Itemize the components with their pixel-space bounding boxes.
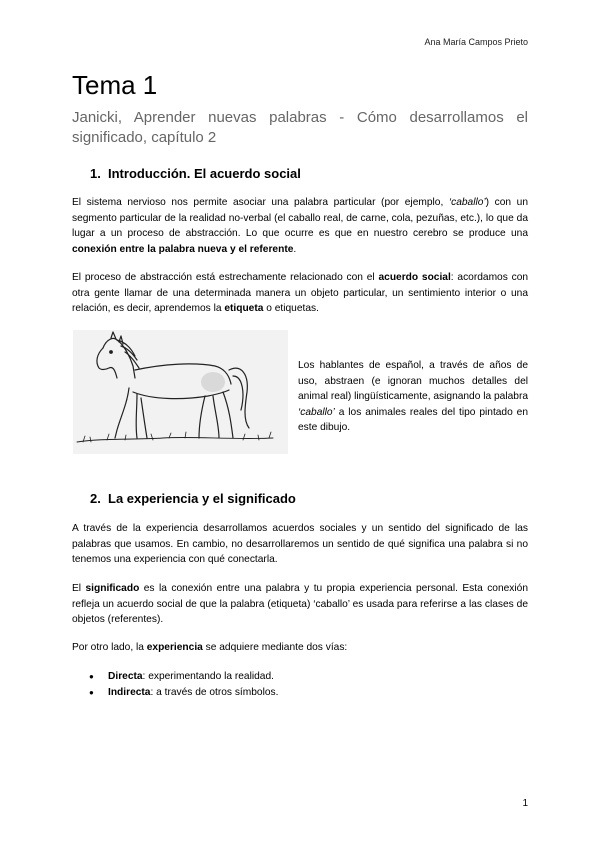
page-title: Tema 1 <box>72 70 158 100</box>
section-2-heading-text: La experiencia y el significado <box>108 491 296 506</box>
list-item <box>72 685 528 701</box>
page-subtitle: Janicki, Aprender nuevas palabras - Cómo desarrollamos el significado, capítulo 2 <box>72 109 528 146</box>
text: El proceso de abstracción está estrechamente relacionado con el <box>72 272 379 283</box>
section-2-paragraph-3 <box>72 640 528 656</box>
text: El sistema nervioso nos permite asociar una palabra particular (por ejemplo, <box>72 197 449 208</box>
experience-list <box>72 669 528 700</box>
text: a los animales reales del tipo pintado en este dibujo. <box>298 406 528 433</box>
strong-text: acuerdo social <box>378 272 451 283</box>
text: El <box>72 583 86 594</box>
page-header-author: Ana María Campos Prieto <box>424 37 528 47</box>
strong-text: Indirecta <box>108 686 151 698</box>
text: ) con un segmento particular de la realidad no-verbal (el caballo real, de carne, cola, pezuñas, etc.), lo que da lugar a un proceso de abstracción. Lo que ocurre es que en nuestro cerebro se produce una <box>72 197 528 239</box>
section-1-paragraph-2 <box>72 270 528 317</box>
text: : acordamos con otra gente llamar de una determinada manera un objeto particular, un sentimiento interior o una relación, es decir, aprendemos la <box>72 272 529 314</box>
section-2-paragraph-1: A través de la experiencia desarrollamos acuerdos sociales y un sentido del significado de las palabras que usamos. En cambio, no desarrollaremos un sentido de qué significa una palabra si no tenemos una experiencia con qué conectarla. <box>72 523 528 565</box>
list-item <box>72 669 528 685</box>
text: se adquiere mediante dos vías: <box>202 642 348 653</box>
horse-drawing-icon <box>73 330 288 454</box>
text: o etiquetas. <box>263 303 319 314</box>
text: : experimentando la realidad. <box>142 671 274 682</box>
strong-text: experiencia <box>146 642 203 653</box>
emphasis: ‘caballo’ <box>298 406 335 418</box>
horse-drawing-figure <box>73 330 288 454</box>
text: : a través de otros símbolos. <box>150 686 279 698</box>
text: Los hablantes de español, a través de años de uso, abstraen (e ignoran muchos detalles del animal real) lingüísticamente, asignando la palabra <box>298 360 528 402</box>
section-2-heading <box>90 491 296 506</box>
section-2-number: 2. <box>90 491 101 506</box>
page-number: 1 <box>522 798 528 809</box>
figure-caption <box>298 358 528 436</box>
text: Por otro lado, la <box>72 642 147 653</box>
emphasis: ‘caballo’ <box>448 197 486 208</box>
section-1-paragraph-1 <box>72 195 528 257</box>
section-2-paragraph-2 <box>72 581 528 628</box>
strong-text: Directa <box>108 671 143 682</box>
section-1-heading-text: Introducción. El acuerdo social <box>108 166 301 181</box>
text: es la conexión entre una palabra y tu propia experiencia personal. Esta conexión refleja un acuerdo social de que la palabra (etiqueta) ‘caballo’ es usada para referirse a las clases de objetos (referentes). <box>72 583 528 625</box>
strong-text: etiqueta <box>224 303 264 314</box>
section-1-number: 1. <box>90 166 101 181</box>
strong-text: significado <box>85 583 140 594</box>
text: . <box>293 243 297 255</box>
strong-text: conexión entre la palabra nueva y el referente <box>72 243 294 255</box>
section-1-heading <box>90 166 301 181</box>
